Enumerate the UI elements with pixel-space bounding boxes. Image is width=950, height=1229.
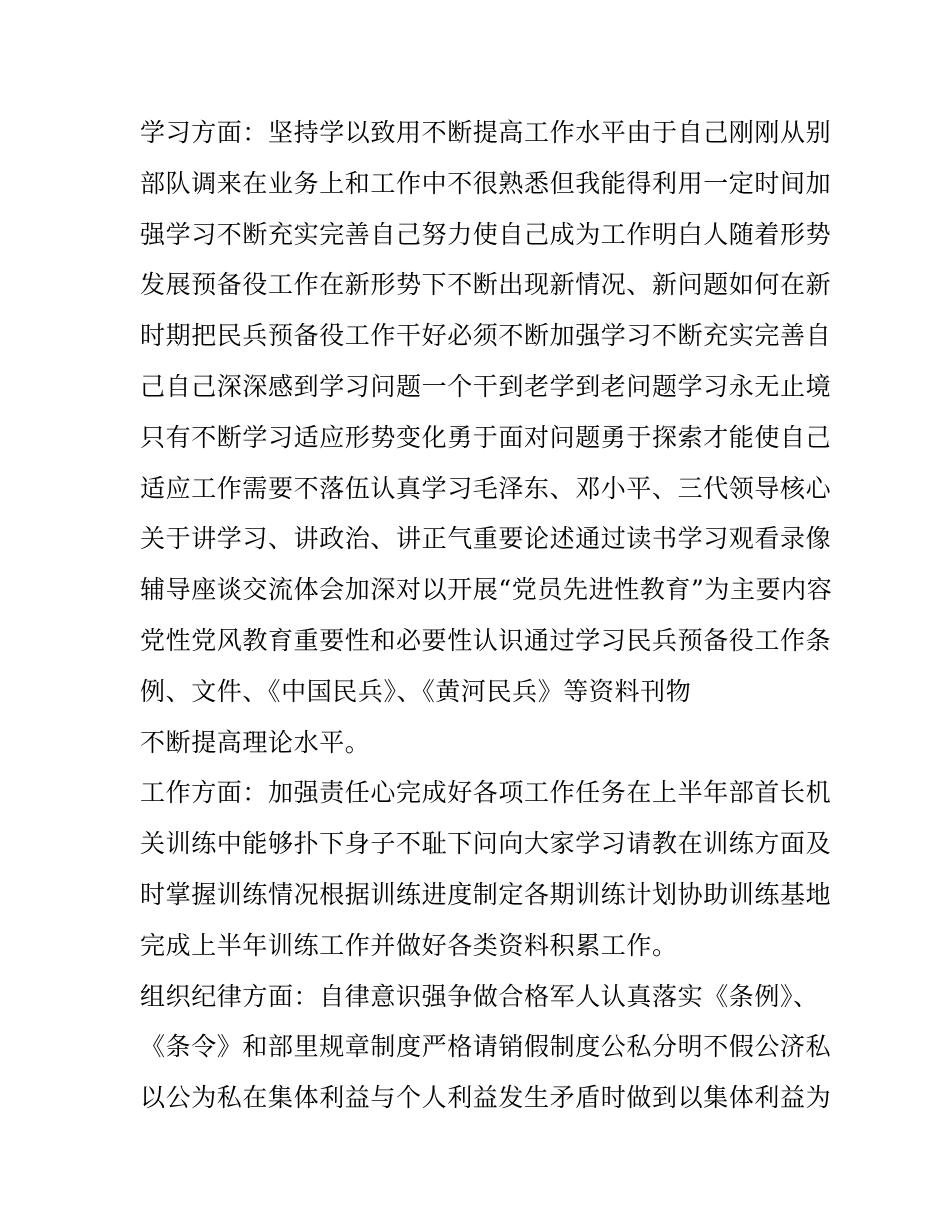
text-line: 工作方面：加强责任心完成好各项工作任务在上半年部首长机 — [140, 778, 832, 808]
text-line: 适应工作需要不落伍认真学习毛泽东、邓小平、三代领导核心 — [140, 473, 832, 503]
text-line: 完成上半年训练工作并做好各类资料积累工作。 — [140, 930, 678, 960]
text-line: 例、文件、《中国民兵》、《黄河民兵》等资料刊物 — [140, 676, 692, 706]
text-line: 不断提高理论水平。 — [140, 727, 371, 757]
text-line: 组织纪律方面：自律意识强争做合格军人认真落实《条例》、 — [140, 981, 819, 1011]
text-line: 发展预备役工作在新形势下不断出现新情况、新问题如何在新 — [140, 270, 832, 300]
text-line: 以公为私在集体利益与个人利益发生矛盾时做到以集体利益为 — [140, 1083, 832, 1113]
text-line: 关于讲学习、讲政治、讲正气重要论述通过读书学习观看录像 — [140, 524, 832, 554]
text-line: 时期把民兵预备役工作干好必须不断加强学习不断充实完善自 — [140, 321, 832, 351]
text-line: 时掌握训练情况根据训练进度制定各期训练计划协助训练基地 — [140, 879, 832, 909]
text-line: 关训练中能够扑下身子不耻下问向大家学习请教在训练方面及 — [140, 829, 832, 859]
text-line: 强学习不断充实完善自己努力使自己成为工作明白人随着形势 — [140, 219, 832, 249]
document-body — [140, 108, 833, 1124]
text-line: 《条令》和部里规章制度严格请销假制度公私分明不假公济私 — [140, 1032, 832, 1062]
text-line: 党性党风教育重要性和必要性认识通过学习民兵预备役工作条 — [140, 625, 832, 655]
text-line: 部队调来在业务上和工作中不很熟悉但我能得利用一定时间加 — [140, 168, 832, 198]
text-line: 学习方面：坚持学以致用不断提高工作水平由于自己刚刚从别 — [140, 118, 832, 147]
text-line: 辅导座谈交流体会加深对以开展“党员先进性教育”为主要内容 — [140, 575, 833, 605]
text-line: 只有不断学习适应形势变化勇于面对问题勇于探索才能使自己 — [140, 422, 832, 452]
text-line: 己自己深深感到学习问题一个干到老学到老问题学习永无止境 — [140, 371, 832, 401]
